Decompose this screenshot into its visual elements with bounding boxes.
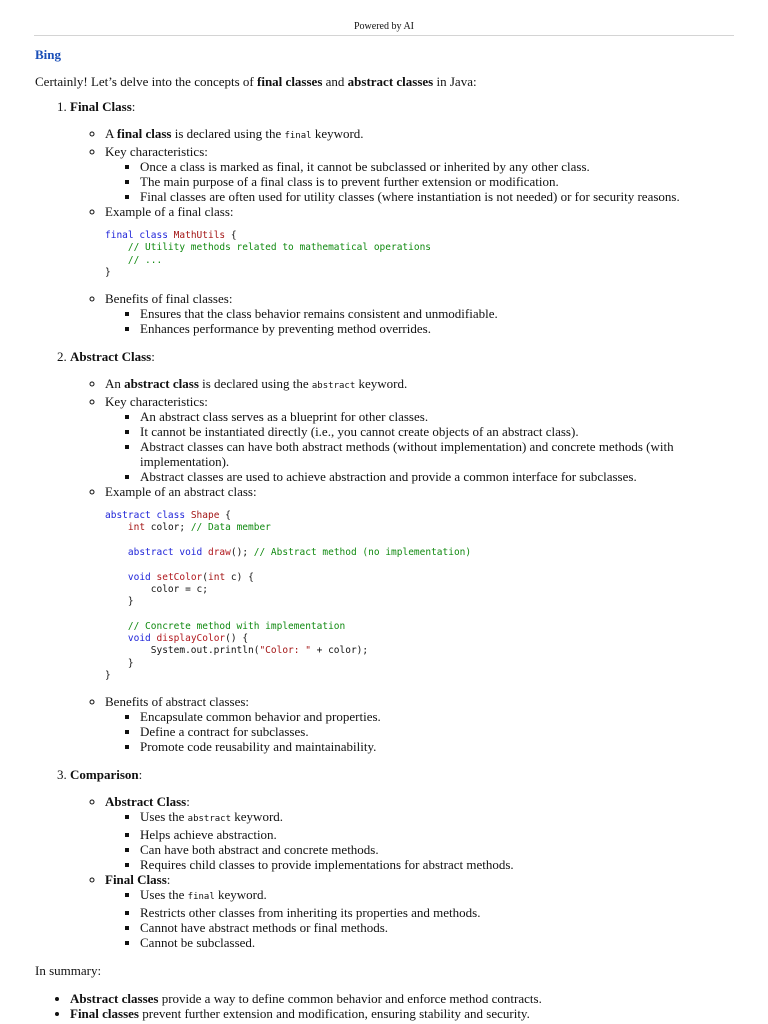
final-details-list (70, 126, 735, 336)
code-text: } (127, 657, 134, 669)
example-label: Example of an abstract class: (105, 484, 257, 500)
list-item: ▪ The main purpose of a final class is to prevent further extension or modification. (140, 174, 735, 189)
section-abstract-class: 2. Abstract Class: ◦ An abstract class is declared using the abstract keyword. ◦ Key characteristics: ▪ An abstract class serves as a blueprint for other classes. ▪ It cannot be instantiated directly (i.e., you cannot create objects of an abstract class). ▪ Abstract classes can have both abstract methods (without implementation) and concrete methods (with implementation). ▪ Abstract classes are used to achieve abstraction and provide a common interface for subclasses. ◦ Example of an abstract class: abstract class Shape { int color; // Data member abstract void draw(); // Abstract method (no implementation) void setColor(int c) { color = c; } // Concrete method with implementation void displayColor() { System.out.println("Color: " + color); } } ◦ Benefits of abstract classes: ▪ Encapsulate common behavior and properties. ▪ Define a contract for subclasses. ▪ Promote code reusability and maintainability. (70, 349, 735, 754)
benefits-label: Benefits of final classes: (105, 291, 233, 307)
key-label: Key characteristics: (105, 144, 208, 159)
text: keyword. (231, 809, 284, 825)
list-item (140, 809, 735, 827)
comparison-abstract-label: Abstract Class (105, 794, 187, 810)
comparison-final-list (105, 887, 735, 950)
list-item: ▪ Abstract classes can have both abstract methods (without implementation) and concrete methods (with implementation). (140, 439, 735, 469)
summary-item (70, 1006, 735, 1021)
code-keyword: abstract class (105, 510, 186, 522)
abstract-benefits-item (105, 694, 735, 754)
abstract-benefits-list (105, 709, 735, 754)
bold-term: Abstract classes (70, 991, 159, 1007)
list-item: ▪ Final classes are often used for utility classes (where instantiation is not needed) or for security reasons. (140, 189, 735, 204)
intro-text-d: in Java: (433, 74, 477, 89)
text: Uses the (140, 809, 188, 825)
bold-term: abstract class (124, 376, 199, 392)
code-type: int (208, 571, 226, 583)
benefits-label: Benefits of abstract classes: (105, 694, 250, 710)
code-text: } (105, 266, 111, 278)
section-comparison: 3. Comparison: ◦ Abstract Class: ▪ Uses the abstract keyword. ▪ Helps achieve abstraction. ▪ Can have both abstract and concrete methods. ▪ Requires child classes to provide implementations for abstract methods. ◦ Final Class: ▪ Uses the final keyword. ▪ Restricts other classes from inheriting its properties and methods. ▪ Cannot have abstract methods or final methods. ▪ Cannot be subclassed. (70, 767, 735, 950)
text: keyword. (214, 887, 267, 903)
list-item: ▪ Restricts other classes from inheriting its properties and methods. (140, 905, 735, 920)
list-item: ▪ Requires child classes to provide implementations for abstract methods. (140, 857, 735, 872)
list-item: ▪ Can have both abstract and concrete methods. (140, 842, 735, 857)
code-text: { (219, 510, 231, 522)
text: prevent further extension and modification, ensuring stability and security. (138, 1006, 530, 1022)
comparison-abstract-list (105, 809, 735, 872)
code-text: color = c; (150, 583, 208, 595)
summary-label: In summary: (35, 963, 102, 979)
code-class-name: Shape (190, 510, 220, 522)
list-item: ▪ Cannot have abstract methods or final methods. (140, 920, 735, 935)
list-item: ▪ Define a contract for subclasses. (140, 724, 735, 739)
abstract-example-item (105, 484, 735, 682)
summary-list (35, 991, 735, 1021)
list-item: ▪ An abstract class serves as a blueprint for other classes. (140, 409, 735, 424)
inline-code: abstract (187, 814, 232, 825)
section-final-class: 1. Final Class: ◦ A final class is declared using the final keyword. ◦ Key characteristics: ▪ Once a class is marked as final, it cannot be subclassed or inherited by any other class. ▪ The main purpose of a final class is to prevent further extension or modification. ▪ Final classes are often used for utility classes (where instantiation is not needed) or for security reasons. ◦ Example of a final class: final class MathUtils { // Utility methods related to mathematical operations // ... } ◦ Benefits of final classes: ▪ Ensures that the class behavior remains consistent and unmodifiable. ▪ Enhances performance by preventing method overrides. (70, 99, 735, 336)
list-item: ▪ Promote code reusability and maintainability. (140, 739, 735, 754)
code-keyword: abstract void (127, 547, 203, 559)
list-item: ▪ Helps achieve abstraction. (140, 827, 735, 842)
code-function: displayColor (156, 633, 226, 645)
final-benefits-item (105, 291, 735, 336)
main-list (35, 99, 735, 950)
intro-bold-abstract: abstract classes (347, 74, 434, 89)
list-item: ▪ It cannot be instantiated directly (i.e., you cannot create objects of an abstract class). (140, 424, 735, 439)
code-comment: // ... (127, 254, 163, 266)
code-comment: // Concrete method with implementation (127, 620, 346, 632)
list-item: ▪ Enhances performance by preventing method overrides. (140, 321, 735, 336)
final-key-characteristics (105, 144, 735, 204)
list-item (140, 887, 735, 905)
header-divider (34, 35, 734, 36)
inline-code: final (187, 892, 215, 903)
abstract-key-list (105, 409, 735, 484)
text: A (105, 126, 117, 141)
list-item: ▪ Ensures that the class behavior remains consistent and unmodifiable. (140, 306, 735, 321)
code-text: } (105, 670, 111, 682)
comparison-abstract-item: ◦ Abstract Class: ▪ Uses the abstract keyword. ▪ Helps achieve abstraction. ▪ Can have both abstract and concrete methods. ▪ Requires child classes to provide implementations for abstract methods. (105, 794, 735, 872)
intro-paragraph (35, 74, 735, 89)
final-declaration-item (105, 126, 735, 144)
text: is declared using the (171, 126, 285, 141)
key-label: Key characteristics: (105, 394, 208, 410)
code-function: draw (207, 547, 231, 559)
code-keyword: void (127, 571, 151, 583)
code-text: color; (145, 522, 191, 534)
code-function: setColor (156, 571, 203, 583)
list-item: ▪ Encapsulate common behavior and properties. (140, 709, 735, 724)
comparison-final-item: ◦ Final Class: ▪ Uses the final keyword. ▪ Restricts other classes from inheriting its properties and methods. ▪ Cannot have abstract methods or final methods. ▪ Cannot be subclassed. (105, 872, 735, 950)
inline-code: final (284, 131, 312, 141)
code-comment: // Abstract method (no implementation) (253, 547, 472, 559)
section-title-comparison: Comparison (70, 767, 139, 783)
code-type: int (127, 522, 146, 534)
summary-item (70, 991, 735, 1006)
example-label: Example of a final class: (105, 204, 234, 219)
code-text: ( (202, 571, 209, 583)
code-text: System.out.println( (150, 645, 260, 657)
text: is declared using the (198, 376, 312, 392)
text: Uses the (140, 887, 188, 903)
source-title: Bing (35, 47, 62, 62)
bold-term: final class (116, 126, 172, 141)
abstract-details-list (70, 376, 735, 754)
text: keyword. (311, 126, 364, 141)
inline-code: abstract (311, 381, 356, 392)
final-benefits-list (105, 306, 735, 336)
final-code-block (105, 230, 735, 279)
text: provide a way to define common behavior and enforce method contracts. (158, 991, 542, 1007)
code-string: "Color: " (259, 645, 311, 657)
code-text: (); (230, 547, 254, 559)
comparison-final-label: Final Class (105, 872, 167, 888)
code-comment: // Data member (190, 522, 271, 534)
section-title-abstract: Abstract Class (70, 349, 152, 365)
comparison-list (70, 794, 735, 950)
code-text: + color); (310, 645, 369, 657)
code-keyword: void (127, 633, 151, 645)
code-class-name: MathUtils (173, 230, 226, 241)
text: An (105, 376, 125, 392)
code-comment: // Utility methods related to mathematical operations (127, 242, 432, 254)
code-text: { (225, 230, 237, 241)
section-title-final: Final Class (70, 99, 132, 114)
intro-bold-final: final classes (257, 74, 323, 89)
code-text: () { (225, 633, 249, 645)
intro-text-a: Certainly! Let’s delve into the concepts of (35, 74, 258, 89)
text: keyword. (355, 376, 408, 392)
list-item: ▪ Cannot be subclassed. (140, 935, 735, 950)
document-body (35, 46, 735, 1021)
intro-text-c: and (322, 74, 348, 89)
code-keyword: final class (105, 230, 168, 241)
final-example-item (105, 204, 735, 279)
abstract-code-block (105, 510, 735, 682)
powered-by-label: Powered by AI (354, 21, 414, 32)
code-text: } (127, 596, 134, 608)
abstract-key-characteristics (105, 394, 735, 484)
final-key-list (105, 159, 735, 204)
list-item: ▪ Abstract classes are used to achieve abstraction and provide a common interface for subclasses. (140, 469, 735, 484)
abstract-declaration-item (105, 376, 735, 394)
bold-term: Final classes (70, 1006, 139, 1022)
code-text: c) { (225, 571, 254, 583)
list-item: ▪ Once a class is marked as final, it cannot be subclassed or inherited by any other class. (140, 159, 735, 174)
